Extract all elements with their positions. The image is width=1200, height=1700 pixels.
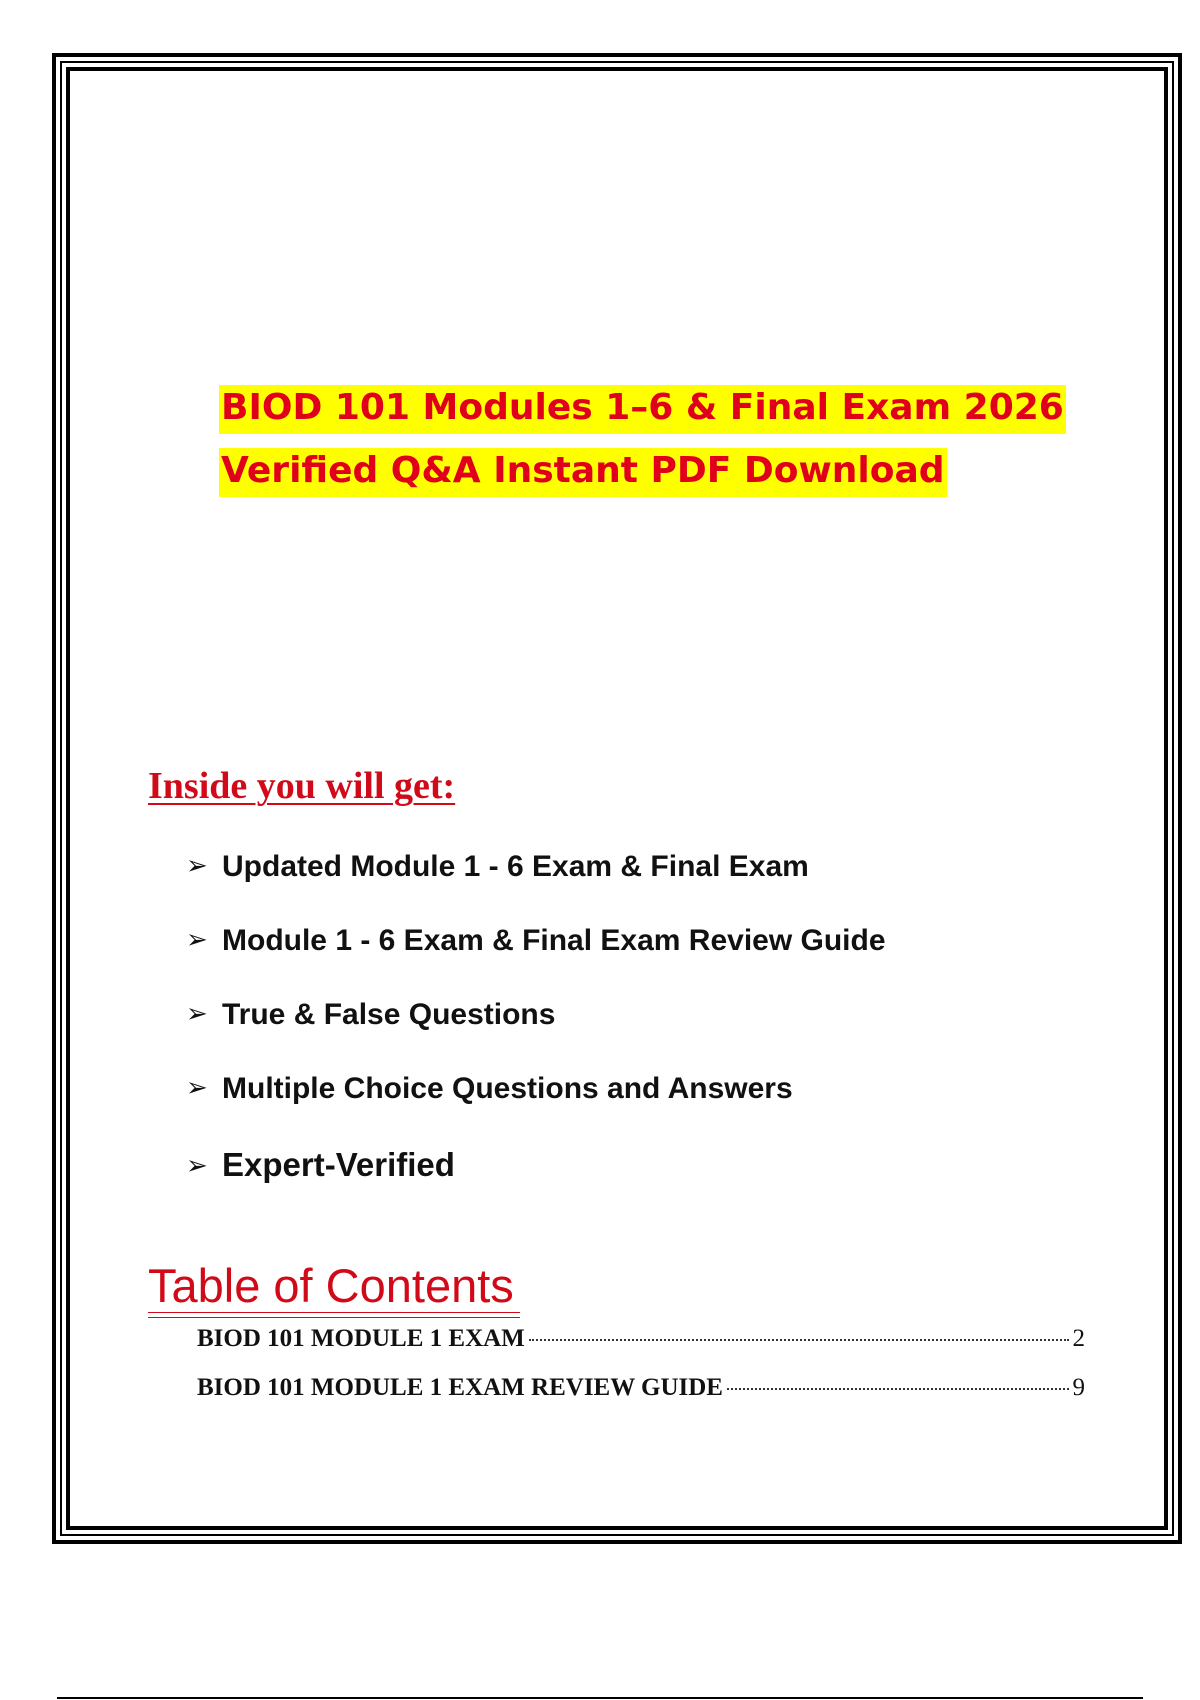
toc-leader-dots (727, 1388, 1069, 1390)
toc-entry[interactable] (197, 1325, 1085, 1353)
arrow-bullet-icon: ➢ (186, 850, 208, 880)
title-line-2: Verified Q&A Instant PDF Download (219, 448, 947, 497)
page-bottom-rule (57, 1697, 1143, 1699)
toc-entry-page: 2 (1072, 1325, 1085, 1352)
toc-entry-page: 9 (1072, 1374, 1085, 1401)
arrow-bullet-icon: ➢ (186, 1150, 208, 1180)
list-item (186, 850, 809, 884)
list-item-text: Updated Module 1 - 6 Exam & Final Exam (222, 850, 809, 883)
toc-entry-label: BIOD 101 MODULE 1 EXAM REVIEW GUIDE (197, 1374, 723, 1401)
list-item-text: Expert-Verified (222, 1146, 455, 1183)
arrow-bullet-icon: ➢ (186, 1072, 208, 1102)
toc-entry[interactable] (197, 1374, 1085, 1402)
toc-entry-label: BIOD 101 MODULE 1 EXAM (197, 1325, 525, 1352)
arrow-bullet-icon: ➢ (186, 924, 208, 954)
list-item-text: Multiple Choice Questions and Answers (222, 1072, 793, 1105)
list-item-text: Module 1 - 6 Exam & Final Exam Review Guide (222, 924, 886, 957)
title-line-1: BIOD 101 Modules 1–6 & Final Exam 2026 (219, 385, 1066, 434)
toc-heading-underline (148, 1312, 520, 1318)
inside-heading: Inside you will get: (148, 765, 456, 807)
list-item (186, 1072, 793, 1106)
toc-heading: Table of Contents (148, 1259, 514, 1312)
list-item-text: True & False Questions (222, 998, 556, 1031)
list-item (186, 998, 555, 1032)
list-item (186, 1146, 455, 1184)
list-item (186, 924, 886, 958)
arrow-bullet-icon: ➢ (186, 998, 208, 1028)
toc-leader-dots (529, 1339, 1069, 1341)
document-title (219, 376, 1066, 502)
